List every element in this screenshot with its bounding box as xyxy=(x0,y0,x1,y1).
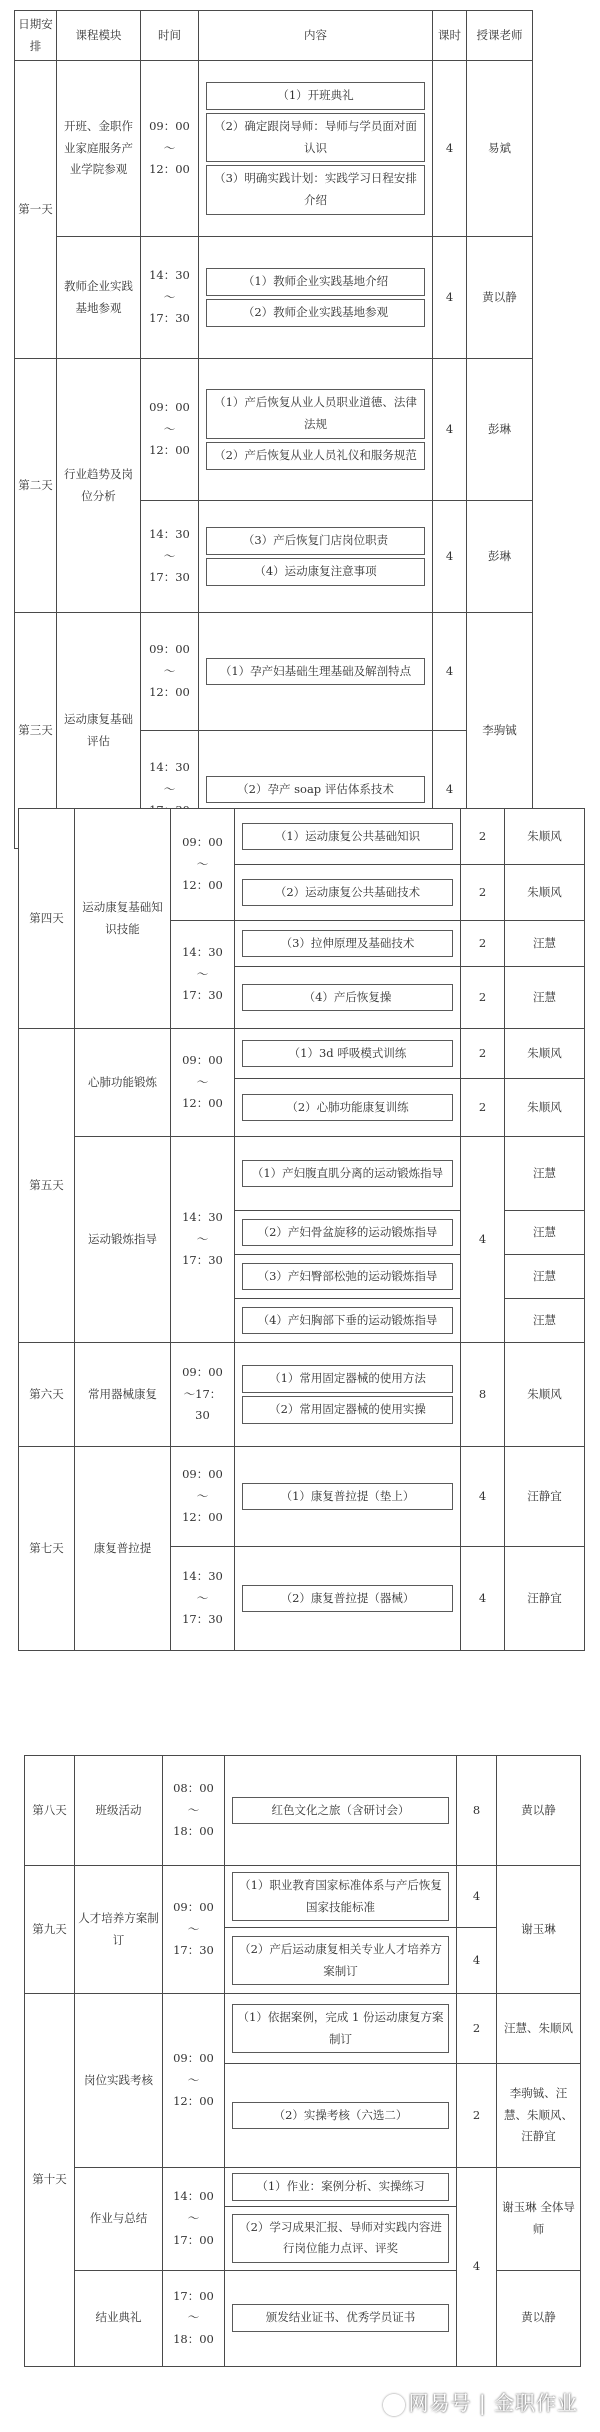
header-content: 内容 xyxy=(199,11,433,61)
day-label: 第一天 xyxy=(15,61,57,359)
content-item: （4）产妇胸部下垂的运动锻炼指导 xyxy=(242,1307,453,1335)
content-cell xyxy=(225,1928,457,1994)
hours: 4 xyxy=(433,731,467,849)
content-item: （1）运动康复公共基础知识 xyxy=(242,823,453,851)
content-cell xyxy=(225,2064,457,2168)
teacher: 汪慧 xyxy=(505,1255,585,1299)
content-item: （4）产后恢复操 xyxy=(242,984,453,1012)
teacher: 汪静宜 xyxy=(505,1547,585,1651)
hours: 2 xyxy=(461,967,505,1029)
content-item: （3）产后恢复门店岗位职责 xyxy=(206,527,425,555)
content-item: （4）运动康复注意事项 xyxy=(206,558,425,586)
teacher: 朱顺风 xyxy=(505,1343,585,1447)
teacher: 谢玉琳 全体导师 xyxy=(497,2168,581,2271)
content-cell xyxy=(225,1994,457,2064)
module: 心肺功能锻炼 xyxy=(75,1029,171,1137)
schedule-sheet-2 xyxy=(18,808,584,1651)
module: 作业与总结 xyxy=(75,2168,163,2271)
time-slot: 14：30 ～ 17：30 xyxy=(141,501,199,613)
content-item: （2）心肺功能康复训练 xyxy=(242,1094,453,1122)
content-item: （2）学习成果汇报、导师对实践内容进行岗位能力点评、评奖 xyxy=(232,2214,449,2264)
module: 行业趋势及岗位分析 xyxy=(57,359,141,613)
schedule-sheet-3 xyxy=(24,1755,580,2367)
content-item: （1）作业：案例分析、实操练习 xyxy=(232,2173,449,2201)
header-date: 日期安排 xyxy=(15,11,57,61)
teacher: 李驹铖 xyxy=(467,613,533,849)
module: 开班、金职作业家庭服务产业学院参观 xyxy=(57,61,141,237)
day-label: 第二天 xyxy=(15,359,57,613)
content-cell xyxy=(199,501,433,613)
hours: 2 xyxy=(457,1994,497,2064)
teacher: 李驹铖、汪慧、朱顺风、汪静宜 xyxy=(497,2064,581,2168)
teacher: 朱顺风 xyxy=(505,1029,585,1079)
module: 班级活动 xyxy=(75,1756,163,1866)
time-slot: 09：00 ～ 12：00 xyxy=(141,359,199,501)
content-item: （1）产后恢复从业人员职业道德、法律法规 xyxy=(206,389,425,439)
content-cell xyxy=(225,2168,457,2207)
content-cell xyxy=(199,359,433,501)
time-slot: 17：00 ～ 18：00 xyxy=(163,2270,225,2366)
hours: 2 xyxy=(461,921,505,967)
hours: 4 xyxy=(457,2168,497,2367)
module: 教师企业实践基地参观 xyxy=(57,237,141,359)
content-item: （2）孕产 soap 评估体系技术 xyxy=(206,776,425,804)
time-slot: 14：30 ～ 17：30 xyxy=(171,921,235,1029)
schedule-table-1 xyxy=(14,10,533,849)
content-item: （2）产妇骨盆旋移的运动锻炼指导 xyxy=(242,1219,453,1247)
teacher: 黄以静 xyxy=(467,237,533,359)
hours: 4 xyxy=(433,501,467,613)
content-item: （2）教师企业实践基地参观 xyxy=(206,299,425,327)
module: 结业典礼 xyxy=(75,2270,163,2366)
teacher: 朱顺风 xyxy=(505,809,585,865)
time-slot: 09：00 ～ 12：00 xyxy=(141,61,199,237)
teacher: 朱顺风 xyxy=(505,865,585,921)
content-item: （2）实操考核（六选二） xyxy=(232,2102,449,2130)
content-cell xyxy=(235,1547,461,1651)
content-item: （2）常用固定器械的使用实操 xyxy=(242,1396,453,1424)
hours: 4 xyxy=(461,1547,505,1651)
header-hours: 课时 xyxy=(433,11,467,61)
content-cell xyxy=(225,2270,457,2366)
module: 岗位实践考核 xyxy=(75,1994,163,2168)
content-cell xyxy=(225,1756,457,1866)
time-slot: 09：00 ～ 12：00 xyxy=(171,1029,235,1137)
content-item: （1）康复普拉提（垫上） xyxy=(242,1483,453,1511)
teacher: 汪慧 xyxy=(505,967,585,1029)
content-item: （3）明确实践计划：实践学习日程安排介绍 xyxy=(206,165,425,215)
hours: 2 xyxy=(461,1079,505,1137)
header-time: 时间 xyxy=(141,11,199,61)
content-item: （1）常用固定器械的使用方法 xyxy=(242,1365,453,1393)
teacher: 汪慧、朱顺风 xyxy=(497,1994,581,2064)
content-cell xyxy=(235,1447,461,1547)
day-label: 第六天 xyxy=(19,1343,75,1447)
content-item: （1）孕产妇基础生理基础及解剖特点 xyxy=(206,658,425,686)
teacher: 易斌 xyxy=(467,61,533,237)
content-item: （2）产后运动康复相关专业人才培养方案制订 xyxy=(232,1936,449,1986)
hours: 2 xyxy=(461,865,505,921)
content-item: （1）职业教育国家标准体系与产后恢复国家技能标准 xyxy=(232,1872,449,1922)
time-slot: 09：00 ～ 12：00 xyxy=(171,809,235,921)
content-item: 红色文化之旅（含研讨会） xyxy=(232,1797,449,1825)
time-slot: 14：30 ～ xyxy=(141,731,199,849)
teacher: 谢玉琳 xyxy=(497,1866,581,1994)
time-slot: 09：00 ～ 12：00 xyxy=(163,1994,225,2168)
hours: 4 xyxy=(433,61,467,237)
content-cell xyxy=(235,1299,461,1343)
hours: 8 xyxy=(461,1343,505,1447)
content-cell xyxy=(225,2206,457,2270)
schedule-table-2 xyxy=(18,808,585,1651)
content-item: （2）产后恢复从业人员礼仪和服务规范 xyxy=(206,442,425,470)
content-cell xyxy=(235,1211,461,1255)
hours: 4 xyxy=(457,1928,497,1994)
content-cell xyxy=(199,61,433,237)
content-item: （2）确定跟岗导师：导师与学员面对面认识 xyxy=(206,113,425,163)
content-cell xyxy=(225,1866,457,1928)
teacher: 汪慧 xyxy=(505,1211,585,1255)
header-teacher: 授课老师 xyxy=(467,11,533,61)
teacher: 黄以静 xyxy=(497,1756,581,1866)
content-item: （2）康复普拉提（器械） xyxy=(242,1585,453,1613)
content-item: （3）拉伸原理及基础技术 xyxy=(242,930,453,958)
content-item: （1）开班典礼 xyxy=(206,82,425,110)
content-cell xyxy=(199,237,433,359)
content-item: （1）产妇腹直肌分离的运动锻炼指导 xyxy=(242,1160,453,1188)
module: 运动康复基础评估 xyxy=(57,613,141,849)
day-label: 第七天 xyxy=(19,1447,75,1651)
hours: 4 xyxy=(457,1866,497,1928)
time-slot: 14：30 ～ 17：30 xyxy=(171,1547,235,1651)
teacher: 汪慧 xyxy=(505,1299,585,1343)
time-slot: 14：30 ～ 17：30 xyxy=(141,237,199,359)
day-label: 第五天 xyxy=(19,1029,75,1343)
header-module: 课程模块 xyxy=(57,11,141,61)
hours: 4 xyxy=(433,237,467,359)
teacher: 汪静宜 xyxy=(505,1447,585,1547)
content-item: （2）运动康复公共基础技术 xyxy=(242,879,453,907)
day-label: 第三天 xyxy=(15,613,57,849)
header-row xyxy=(15,11,533,61)
module: 人才培养方案制订 xyxy=(75,1866,163,1994)
time-slot: 09：00 ～ 12：00 xyxy=(171,1447,235,1547)
content-item: （1）依据案例，完成 1 份运动康复方案制订 xyxy=(232,2004,449,2054)
content-item: 颁发结业证书、优秀学员证书 xyxy=(232,2304,449,2332)
time-slot: 14：30 ～ 17：30 xyxy=(171,1137,235,1343)
content-cell xyxy=(235,1079,461,1137)
content-cell xyxy=(235,865,461,921)
teacher: 汪慧 xyxy=(505,1137,585,1211)
hours: 4 xyxy=(433,613,467,731)
netease-logo-icon xyxy=(383,2394,405,2416)
time-slot: 14：00 ～ 17：00 xyxy=(163,2168,225,2271)
time-slot: 09：00 ～17： 30 xyxy=(171,1343,235,1447)
content-item: （1）3d 呼吸模式训练 xyxy=(242,1040,453,1068)
day-label: 第八天 xyxy=(25,1756,75,1866)
module: 运动康复基础知识技能 xyxy=(75,809,171,1029)
module: 康复普拉提 xyxy=(75,1447,171,1651)
teacher: 朱顺风 xyxy=(505,1079,585,1137)
time-slot: 09：00 ～ 17：30 xyxy=(163,1866,225,1994)
hours: 2 xyxy=(461,809,505,865)
content-cell xyxy=(235,1029,461,1079)
schedule-sheet-1 xyxy=(14,10,532,849)
content-cell xyxy=(235,1255,461,1299)
day-label: 第四天 xyxy=(19,809,75,1029)
module: 运动锻炼指导 xyxy=(75,1137,171,1343)
hours: 4 xyxy=(461,1447,505,1547)
watermark: 网易号 | 金职作业 xyxy=(383,2387,578,2416)
teacher: 汪慧 xyxy=(505,921,585,967)
schedule-table-3 xyxy=(24,1755,581,2367)
hours: 2 xyxy=(461,1029,505,1079)
day-label: 第九天 xyxy=(25,1866,75,1994)
content-cell xyxy=(235,809,461,865)
content-cell xyxy=(199,613,433,731)
content-item: （1）教师企业实践基地介绍 xyxy=(206,268,425,296)
content-cell xyxy=(235,967,461,1029)
hours: 4 xyxy=(461,1137,505,1343)
teacher: 黄以静 xyxy=(497,2270,581,2366)
hours: 8 xyxy=(457,1756,497,1866)
content-cell xyxy=(235,1343,461,1447)
teacher: 彭琳 xyxy=(467,359,533,501)
hours: 4 xyxy=(433,359,467,501)
teacher: 彭琳 xyxy=(467,501,533,613)
content-item: （3）产妇臀部松弛的运动锻炼指导 xyxy=(242,1263,453,1291)
time-slot: 09：00 ～ 12：00 xyxy=(141,613,199,731)
time-slot: 08：00 ～ 18：00 xyxy=(163,1756,225,1866)
hours: 2 xyxy=(457,2064,497,2168)
day-label: 第十天 xyxy=(25,1994,75,2367)
content-cell xyxy=(235,1137,461,1211)
content-cell xyxy=(235,921,461,967)
module: 常用器械康复 xyxy=(75,1343,171,1447)
